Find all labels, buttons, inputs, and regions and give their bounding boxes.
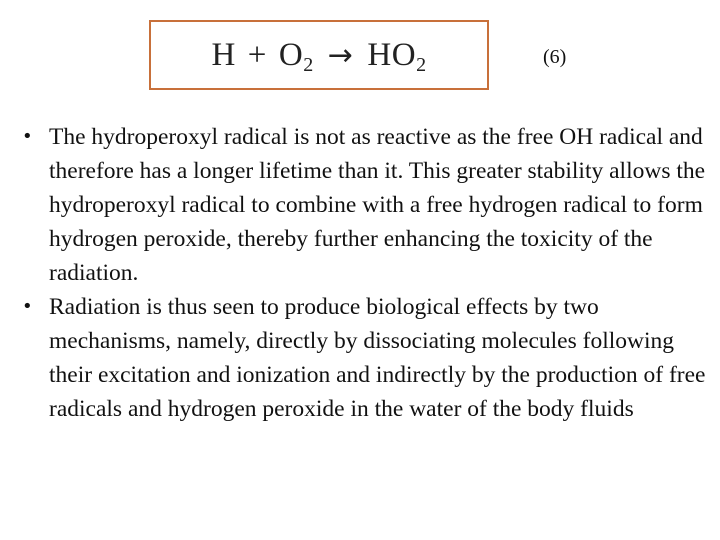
equation-reactant-hydrogen: H: [211, 36, 236, 73]
product-subscript: 2: [416, 53, 427, 76]
product-base: HO: [367, 36, 417, 73]
equation-reactant-oxygen: [279, 37, 314, 74]
oxygen-subscript: 2: [303, 53, 314, 76]
equation-plus-sign: +: [247, 36, 267, 73]
bullet-text: Radiation is thus seen to produce biological effects by two mechanisms, namely, directly by dissociating molecules following their excitation and ionization and indirectly by the production of free radicals and hydrogen peroxide in the water of the body fluids: [49, 294, 706, 422]
equation-number: (6): [543, 46, 567, 68]
bullet-item-mechanisms: [20, 290, 710, 426]
oxygen-base: O: [278, 36, 304, 73]
bullet-text: The hydroperoxyl radical is not as reactive as the free OH radical and therefore has a longer lifetime than it. This greater stability allows the hydroperoxyl radical to combine with a free hydrogen radical to form hydrogen peroxide, thereby further enhancing the toxicity of the radiation.: [49, 124, 706, 286]
bullet-list: [20, 120, 710, 426]
chemical-equation-image: [149, 20, 489, 90]
bullet-item-hydroperoxyl: [20, 120, 710, 290]
bullet-icon: •: [22, 296, 33, 317]
bullet-icon: •: [22, 126, 33, 147]
equation-product-hydroperoxyl: [367, 37, 426, 74]
reaction-arrow-icon: →: [327, 37, 354, 73]
